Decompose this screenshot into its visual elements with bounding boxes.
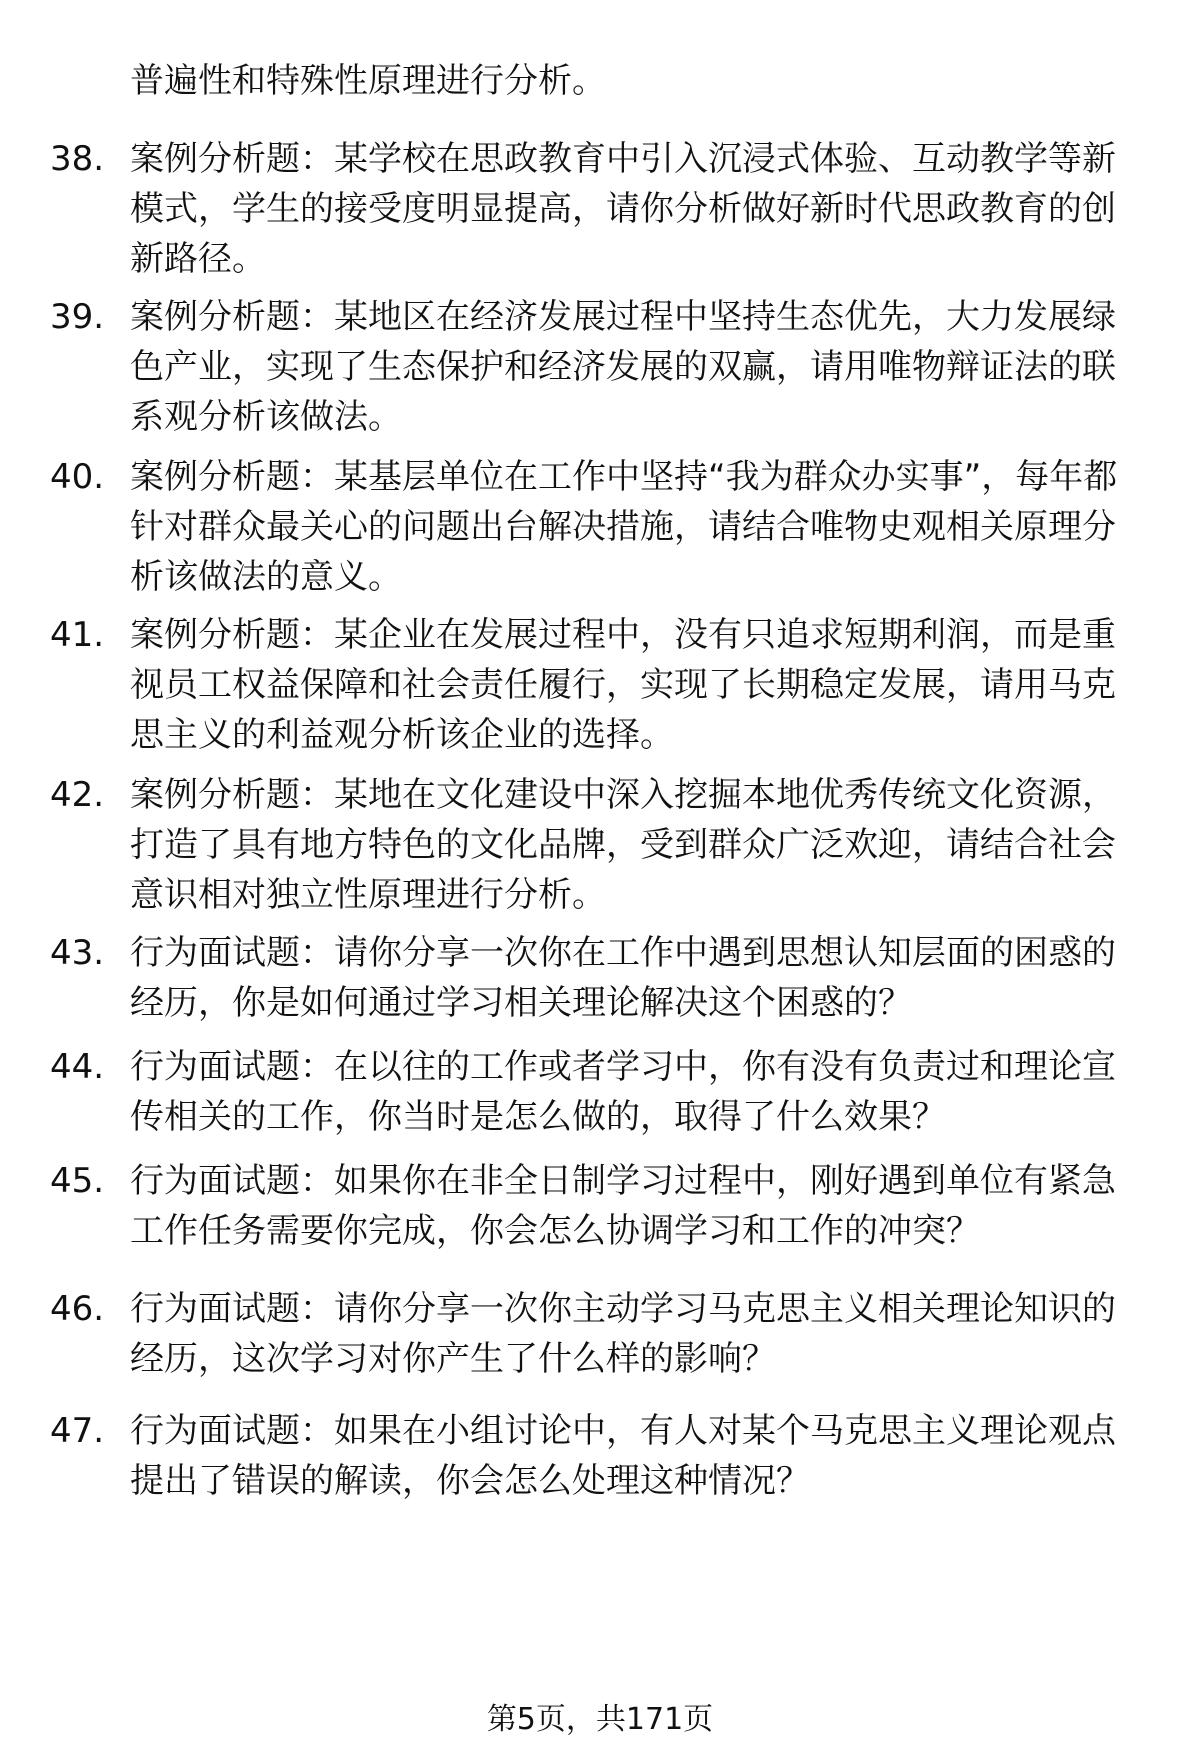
question-text: 案例分析题：某地区在经济发展过程中坚持生态优先，大力发展绿色产业，实现了生态保护和经济发展的双赢，请用唯物辩证法的联系观分析该做法。 — [130, 297, 1116, 437]
question-item-43 — [50, 928, 1130, 1028]
question-item-44 — [50, 1042, 1130, 1142]
continuation-text: 普遍性和特殊性原理进行分析。 — [130, 61, 606, 101]
question-text: 行为面试题：请你分享一次你主动学习马克思主义相关理论知识的经历，这次学习对你产生了什么样的影响？ — [130, 1289, 1116, 1379]
question-number: 46. — [50, 1289, 105, 1329]
question-number: 38. — [50, 139, 105, 179]
question-number: 39. — [50, 297, 105, 337]
question-text: 行为面试题：如果在小组讨论中，有人对某个马克思主义理论观点提出了错误的解读，你会怎么处理这种情况？ — [130, 1411, 1116, 1501]
question-item-38 — [50, 134, 1130, 284]
question-number: 42. — [50, 775, 105, 815]
question-item-40 — [50, 452, 1130, 602]
question-number: 44. — [50, 1047, 105, 1087]
question-text: 案例分析题：某地在文化建设中深入挖掘本地优秀传统文化资源，打造了具有地方特色的文化品牌，受到群众广泛欢迎，请结合社会意识相对独立性原理进行分析。 — [130, 775, 1116, 915]
question-text: 案例分析题：某基层单位在工作中坚持“我为群众办实事”，每年都针对群众最关心的问题出台解决措施，请结合唯物史观相关原理分析该做法的意义。 — [130, 457, 1118, 597]
question-text: 行为面试题：请你分享一次你在工作中遇到思想认知层面的困惑的经历，你是如何通过学习相关理论解决这个困惑的？ — [130, 933, 1116, 1023]
question-item-46 — [50, 1284, 1130, 1384]
question-item-39 — [50, 292, 1130, 442]
question-text: 行为面试题：在以往的工作或者学习中，你有没有负责过和理论宣传相关的工作，你当时是怎么做的，取得了什么效果？ — [130, 1047, 1116, 1137]
question-item-45 — [50, 1156, 1130, 1256]
question-item-41 — [50, 610, 1130, 760]
question-number: 47. — [50, 1411, 105, 1451]
question-text: 案例分析题：某学校在思政教育中引入沉浸式体验、互动教学等新模式，学生的接受度明显提高，请你分析做好新时代思政教育的创新路径。 — [130, 139, 1116, 279]
question-text: 案例分析题：某企业在发展过程中，没有只追求短期利润，而是重视员工权益保障和社会责任履行，实现了长期稳定发展，请用马克思主义的利益观分析该企业的选择。 — [130, 615, 1116, 755]
question-item-42 — [50, 770, 1130, 920]
question-number: 41. — [50, 615, 105, 655]
question-number: 40. — [50, 457, 105, 497]
question-number: 43. — [50, 933, 105, 973]
question-item-47 — [50, 1406, 1130, 1506]
page-footer: 第5页，共171页 — [486, 1702, 714, 1737]
question-number: 45. — [50, 1161, 105, 1201]
question-text: 行为面试题：如果你在非全日制学习过程中，刚好遇到单位有紧急工作任务需要你完成，你会怎么协调学习和工作的冲突？ — [130, 1161, 1116, 1251]
